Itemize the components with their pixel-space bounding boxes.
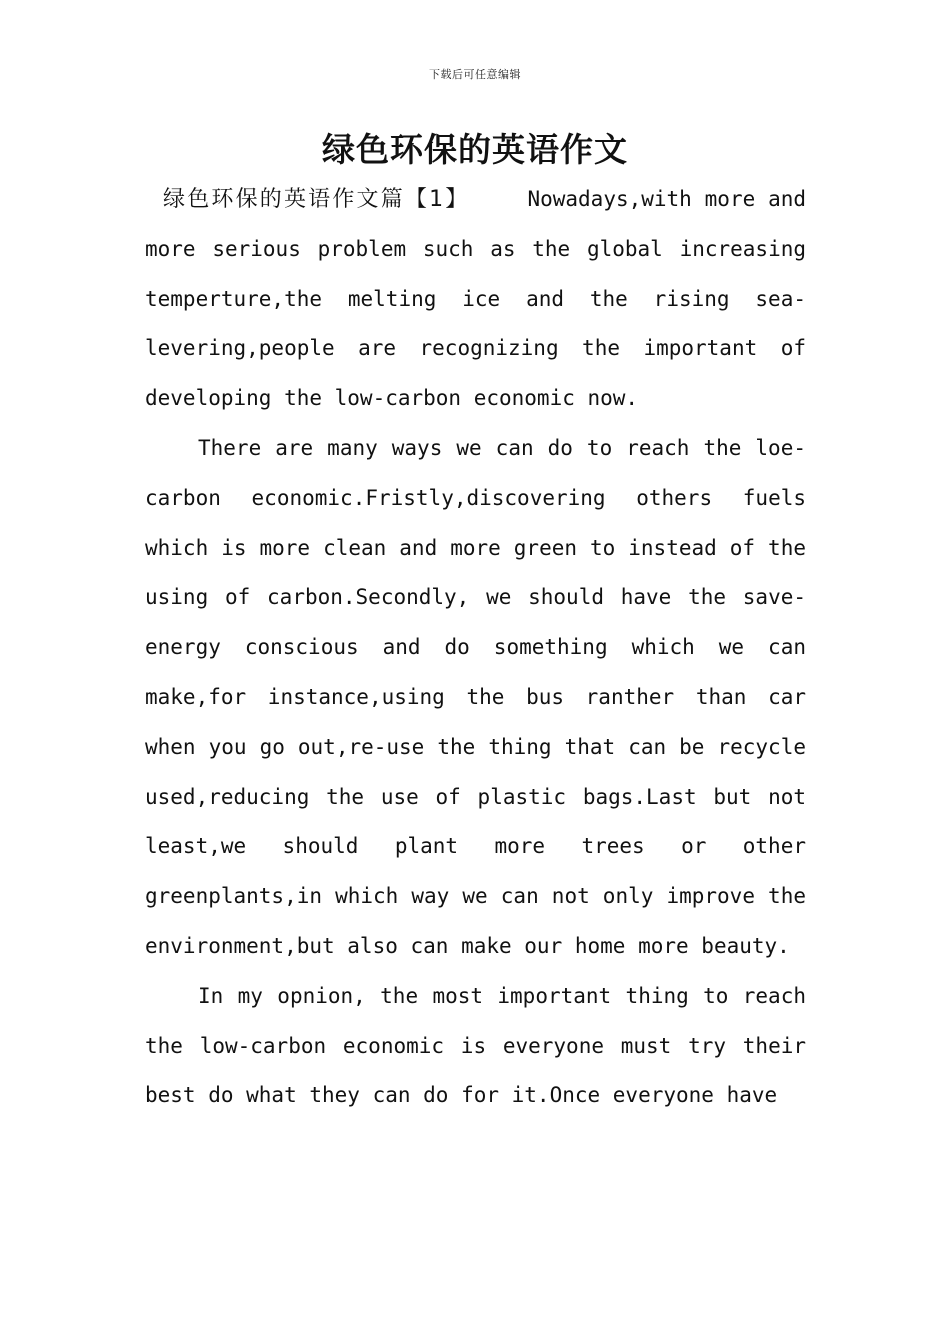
document-body bbox=[145, 175, 806, 1121]
paragraph-1-text: Nowadays,with more and more serious problem such as the global increasing temperture,the melting ice and the rising sea-levering,people are recognizing the important of developing the low-carbon economic now. bbox=[145, 187, 806, 411]
paragraph-1 bbox=[145, 175, 806, 424]
header-note: 下载后可任意编辑 bbox=[429, 68, 521, 81]
document-title: 绿色环保的英语作文 bbox=[322, 130, 628, 169]
paragraph-2: There are many ways we can do to reach the loe-carbon economic.Fristly,discovering others fuels which is more clean and more green to instead of the using of carbon.Secondly, we should have the save-energy conscious and do something which we can make,for instance,using the bus ranther than car when you go out,re-use the thing that can be recycle used,reducing the use of plastic bags.Last but not least,we should plant more trees or other greenplants,in which way we can not only improve the environment,but also can make our home more beauty. bbox=[145, 435, 806, 958]
section-subheading: 绿色环保的英语作文篇【1】 bbox=[163, 187, 470, 212]
paragraph-3: In my opnion, the most important thing to reach the low-carbon economic is everyone must try their best do what they can do for it.Once everyone have bbox=[145, 983, 806, 1108]
